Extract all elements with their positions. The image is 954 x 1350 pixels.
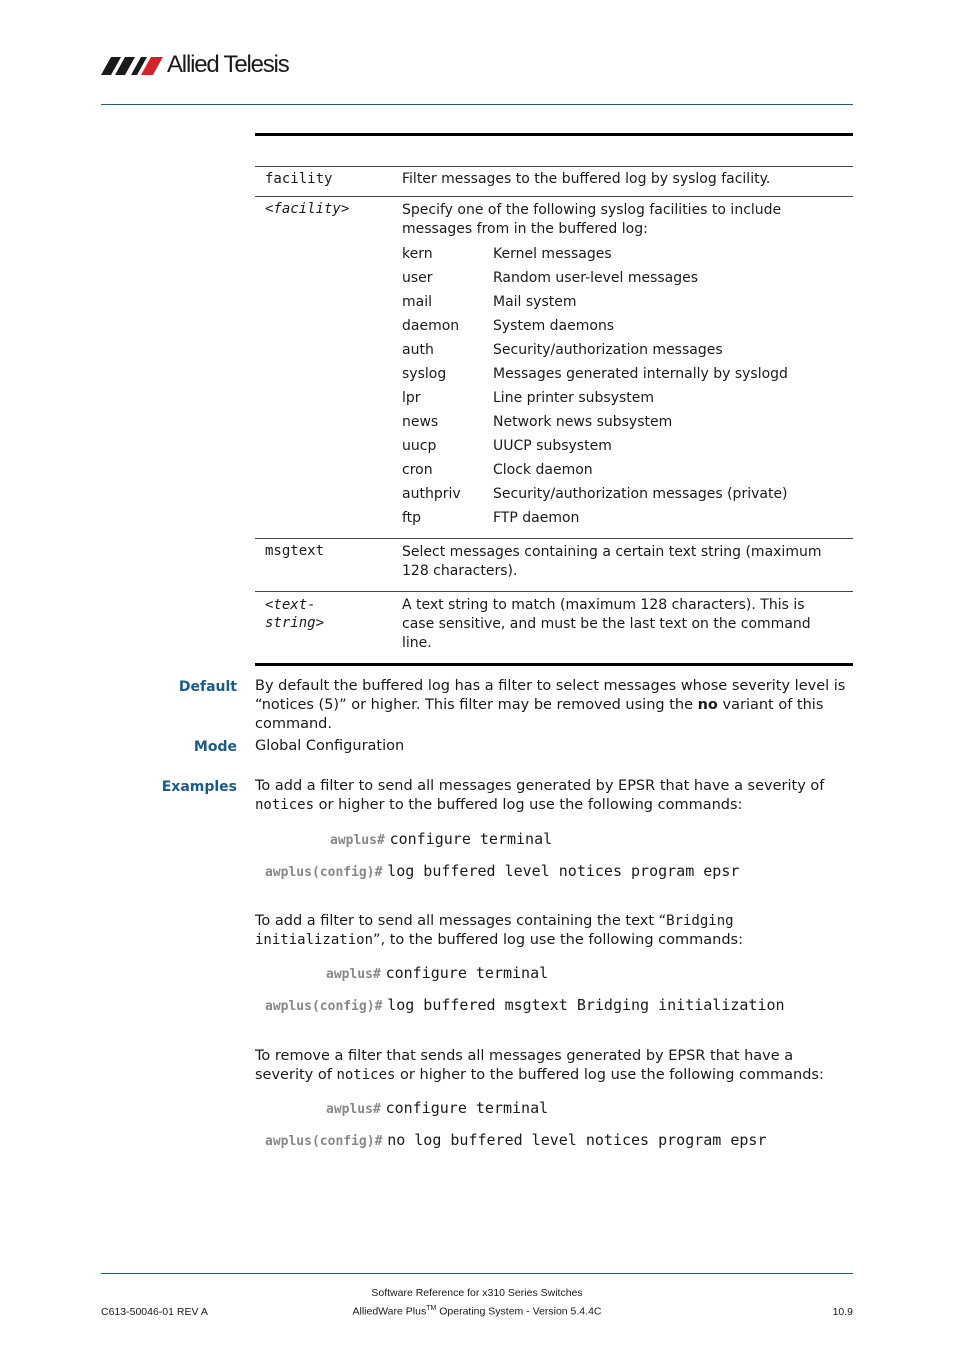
facility-description: Random user-level messages (493, 269, 699, 286)
footer-title: Software Reference for x310 Series Switches (371, 1287, 583, 1299)
facility-row (402, 482, 788, 506)
example2-inline-code: Bridging initialization (255, 913, 734, 948)
param-name-line1: <text- (265, 597, 316, 613)
facility-description: Clock daemon (493, 461, 593, 478)
command-prompt: awplus# (326, 967, 381, 982)
example2-intro (255, 912, 853, 950)
example1-intro-post: or higher to the buffered log use the following commands: (314, 797, 743, 813)
facility-description: UUCP subsystem (493, 437, 612, 454)
command-prompt: awplus# (330, 833, 385, 848)
facility-description: Security/authorization messages (private) (493, 485, 788, 502)
header-rule (101, 104, 853, 105)
command-prompt: awplus(config)# (265, 999, 383, 1014)
example3-intro-post: or higher to the buffered log use the following commands: (395, 1067, 824, 1083)
example1-command2 (265, 862, 739, 880)
default-text (255, 677, 853, 734)
example2-command1 (326, 964, 548, 982)
example3-intro (255, 1047, 853, 1085)
table-header-spacer (255, 135, 853, 167)
footer-os-name: AlliedWare Plus (352, 1305, 427, 1318)
table-row (255, 592, 853, 665)
command-text: configure terminal (389, 830, 553, 848)
command-text: configure terminal (385, 1099, 549, 1117)
default-text-bold: no (697, 697, 718, 713)
facility-row (402, 410, 788, 434)
example2-intro-pre: To add a filter to send all messages containing the text “ (255, 913, 667, 929)
default-text-post: variant of this command. (255, 697, 824, 732)
footer-os-suffix: Operating System - Version 5.4.4C (436, 1305, 602, 1318)
example1-inline-code: notices (255, 797, 315, 813)
facility-name: daemon (402, 317, 460, 334)
facility-row (402, 434, 788, 458)
facility-name: news (402, 413, 439, 430)
facility-row (402, 386, 788, 410)
facility-name: lpr (402, 389, 421, 406)
facility-name: kern (402, 245, 433, 262)
facility-name: authpriv (402, 485, 461, 502)
facility-name: syslog (402, 365, 447, 382)
param-name: facility (265, 171, 333, 187)
footer-doc-id: C613-50046-01 REV A (101, 1306, 208, 1318)
facility-row (402, 362, 788, 386)
facility-row (402, 266, 788, 290)
command-prompt: awplus(config)# (265, 865, 383, 880)
example3-command2 (265, 1131, 766, 1149)
facility-row (402, 338, 788, 362)
footer-page-number: 10.9 (832, 1306, 853, 1318)
facility-description: System daemons (493, 317, 615, 334)
facility-row (402, 458, 788, 482)
facility-description: Network news subsystem (493, 413, 673, 430)
facility-description: Mail system (493, 293, 577, 310)
example3-command1 (326, 1099, 548, 1117)
default-heading: Default (178, 679, 237, 695)
facility-description: Security/authorization messages (493, 341, 723, 358)
param-name: msgtext (265, 543, 325, 559)
param-name: <facility> (265, 201, 350, 217)
command-text: log buffered msgtext Bridging initialization (387, 996, 785, 1014)
facility-name: uucp (402, 437, 437, 454)
facility-description: Line printer subsystem (493, 389, 655, 406)
facility-description: Messages generated internally by syslogd (493, 365, 788, 382)
example3-inline-code: notices (336, 1067, 396, 1083)
param-description: Specify one of the following syslog facilities to include messages from in the buffered log: (402, 202, 782, 237)
command-prompt: awplus(config)# (265, 1134, 383, 1149)
example3-intro-pre: To remove a filter that sends all messages generated by EPSR that have a severity of (255, 1048, 794, 1083)
default-text-pre: By default the buffered log has a filter to select messages whose severity level is “notices (5)” or higher. This filter may be removed using the (255, 678, 846, 713)
example1-intro-pre: To add a filter to send all messages generated by EPSR that have a severity of (255, 778, 825, 794)
table-row (255, 539, 853, 592)
example1-intro (255, 777, 853, 815)
facility-name: ftp (402, 509, 422, 526)
example2-intro-post: ”, to the buffered log use the following commands: (373, 932, 743, 948)
command-text: configure terminal (385, 964, 549, 982)
facility-description: FTP daemon (493, 509, 580, 526)
param-name-line2: string> (265, 615, 325, 631)
param-description: Filter messages to the buffered log by syslog facility. (402, 171, 771, 187)
example2-command2 (265, 996, 785, 1014)
allied-telesis-logo (101, 52, 289, 78)
facility-name: mail (402, 293, 432, 310)
param-description: Select messages containing a certain text string (maximum 128 characters). (402, 544, 822, 579)
trademark-mark: TM (426, 1305, 437, 1312)
command-text: no log buffered level notices program epsr (387, 1131, 767, 1149)
facility-name: cron (402, 461, 433, 478)
logo-wordmark: Allied Telesis (167, 51, 289, 78)
mode-heading: Mode (193, 739, 237, 755)
table-row (255, 197, 853, 539)
facility-name: auth (402, 341, 434, 358)
table-bottom-rule (255, 665, 853, 667)
param-description: A text string to match (maximum 128 characters). This is case sensitive, and must be the last text on the command line. (402, 597, 811, 651)
mode-text: Global Configuration (255, 738, 405, 754)
facility-description: Kernel messages (493, 245, 612, 262)
examples-heading: Examples (161, 779, 237, 795)
command-prompt: awplus# (326, 1102, 381, 1117)
facility-row (402, 314, 788, 338)
facility-row (402, 290, 788, 314)
parameter-table (255, 133, 853, 666)
facility-row (402, 242, 788, 266)
example1-command1 (330, 830, 552, 848)
table-row (255, 167, 853, 197)
facility-row (402, 506, 788, 530)
command-text: log buffered level notices program epsr (387, 862, 740, 880)
logo-mark-icon (101, 54, 163, 76)
footer-rule (101, 1273, 853, 1274)
facility-name: user (402, 269, 433, 286)
facility-list (402, 242, 788, 530)
